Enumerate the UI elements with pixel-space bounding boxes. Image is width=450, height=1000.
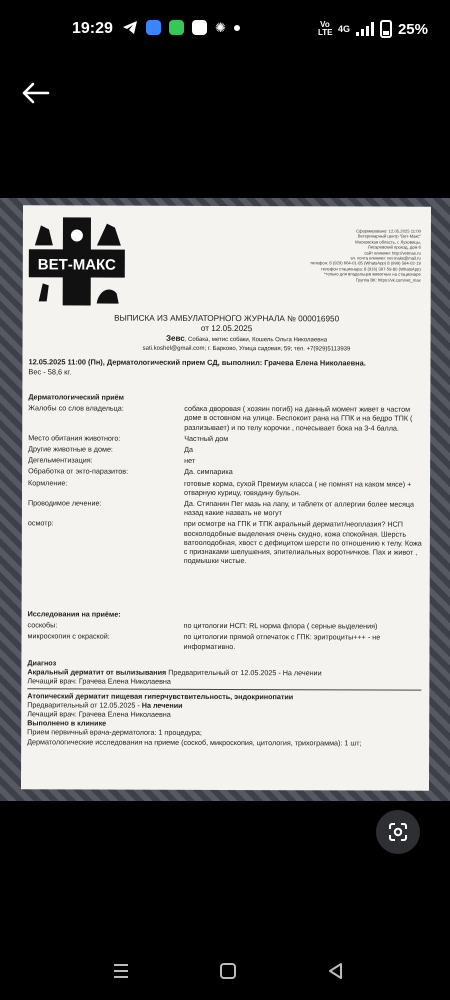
home-icon[interactable] xyxy=(217,960,239,982)
app-icon xyxy=(192,20,207,35)
section-title: Дерматологический приём xyxy=(28,392,124,402)
diagnosis-section: Диагноз Акральный дерматит от вылизывания Предварительный от 12.05.2025 - На лечении Лечащий врач: Грачева Елена Николаевна Атопический дерматит пищевая гиперчувствительность, эндокринопатии Предварительный от 12.05.2025 - На лечении Лечащий врач: Грачева Елена Николаевна Выполнено в клинике Прием первичный врача-дерматолога: 1 процедура; Дерматологические исследования на приеме (соскоб, микроскопия, цитология, трихограмма): 1 шт; xyxy=(27,658,421,747)
volte-icon: Vo LTE xyxy=(317,20,333,37)
record-row: микроскопия с окраской: по цитологии прямой отпечаток с ГПК: эритроциты+++ - не информативно. xyxy=(27,631,381,651)
status-bar xyxy=(0,0,450,60)
vet-max-logo xyxy=(27,215,127,307)
back-arrow-icon[interactable] xyxy=(18,78,52,108)
record-row: Дегельментизация: нет xyxy=(28,455,196,466)
record-row: соскобы: по цитологии НСП: RL норма флора ( серные выделения) xyxy=(27,620,378,631)
diag-title: Диагноз xyxy=(27,658,57,668)
document-sheet xyxy=(21,205,431,790)
navigation-bar xyxy=(0,940,450,1000)
status-time: 19:29 xyxy=(72,20,113,37)
clinic-info: Сформировано: 12.05.2025 11:00 Ветеринарный центр "Вет-Макс" Московская область, г. Луховицы, Лисаревский проезд, дом 6 сайт клиники: http://vetmax.ru эл. почта клиники: vet-maks@mail.ru телефон: 8 (929) 664-01-85 (WhatsApp) 8 (999) 564-02-19 телефон стационара: 8 (916) 397-59-80 (WhatsApp) *только для владельцев животных на стационаре Группа ВК: https://vk.com/vet_max xyxy=(310,228,421,283)
done-title: Выполнено в клинике xyxy=(27,718,107,728)
record-row: Другие животные в доме: Да xyxy=(28,444,194,454)
patient-weight: Вес - 58,6 кг. xyxy=(28,366,72,376)
logo-text: ВЕТ-МАКС xyxy=(37,256,116,274)
message-icon xyxy=(169,20,184,35)
patient-desc: , Собака, метис собаки, Кошель Ольга Николаевна xyxy=(184,336,328,344)
google-lens-icon xyxy=(387,821,409,843)
document-photo[interactable] xyxy=(0,198,450,801)
status-right xyxy=(318,20,428,38)
network-type: 4G xyxy=(337,24,350,34)
patient-info xyxy=(63,333,431,354)
record-row: Обработка от экто-паразитов: Да. симпарика xyxy=(28,466,233,477)
record-row: осмотр: при осмотре на ГПК и ТПК акральный дерматит/неоплазия? НСП восколодобные выделения очень скудно, кожа спокойная. Шерсть ватоолодобная, хвост с дефицитом шерсти по отношению к телу. Кожа с признаками шелушения, эпителиальных воротничков. Пах и живот , подмышки чистые. xyxy=(27,518,422,566)
owner-contacts: sati.koshel@gmail.com; г. Барково, Улица садовая, 59; тел. +7(929)5113939 xyxy=(142,345,351,353)
more-notifications-icon xyxy=(234,25,240,31)
record-row: Жалобы со слов владельца: собака дворовая ( хозяин погиб) на данный момент живет в частом доме в остовном на улице. Беспокоит рана на ГПК и на бедро ТПК ( разлизывает) и по телу корочки , почесывает бока на 3-4 балла. xyxy=(28,403,413,433)
patient-name: Зевс xyxy=(166,333,185,343)
document-title: ВЫПИСКА ИЗ АМБУЛАТОРНОГО ЖУРНАЛА № 000016950 от 12.05.2025 xyxy=(114,313,340,334)
visit-header: 12.05.2025 11:00 (Пн), Дерматологический прием СД, выполнил: Грачева Елена Николаевна. Вес - 58,6 кг. xyxy=(28,357,420,377)
record-row: Кормление: готовые корма, сухой Премиум класса ( не помнят на каком мясе) + отварную курицу, говядину бульон. xyxy=(28,477,412,498)
section-title: Исследования на приёме: xyxy=(27,609,121,619)
record-row: Проводимое лечение: Да. Стипанин Пег мазь на лапу, и таблетк от аллергии более месяца назад какие назвать не могут xyxy=(27,498,415,518)
signal-icon xyxy=(356,22,374,36)
gear-icon: ✺ xyxy=(215,20,226,35)
record-row: Место обитания животного: Частный дом xyxy=(28,433,229,443)
app-icon xyxy=(146,20,161,35)
telegram-icon xyxy=(122,20,138,35)
lens-button[interactable] xyxy=(376,810,420,854)
back-triangle-icon[interactable] xyxy=(325,960,347,982)
divider xyxy=(27,688,421,690)
battery-icon xyxy=(380,20,392,38)
recents-icon[interactable] xyxy=(110,960,132,982)
studies-section xyxy=(27,609,421,653)
notification-icons xyxy=(122,20,240,35)
battery-percent: 25% xyxy=(397,20,428,38)
derm-section xyxy=(28,392,423,568)
